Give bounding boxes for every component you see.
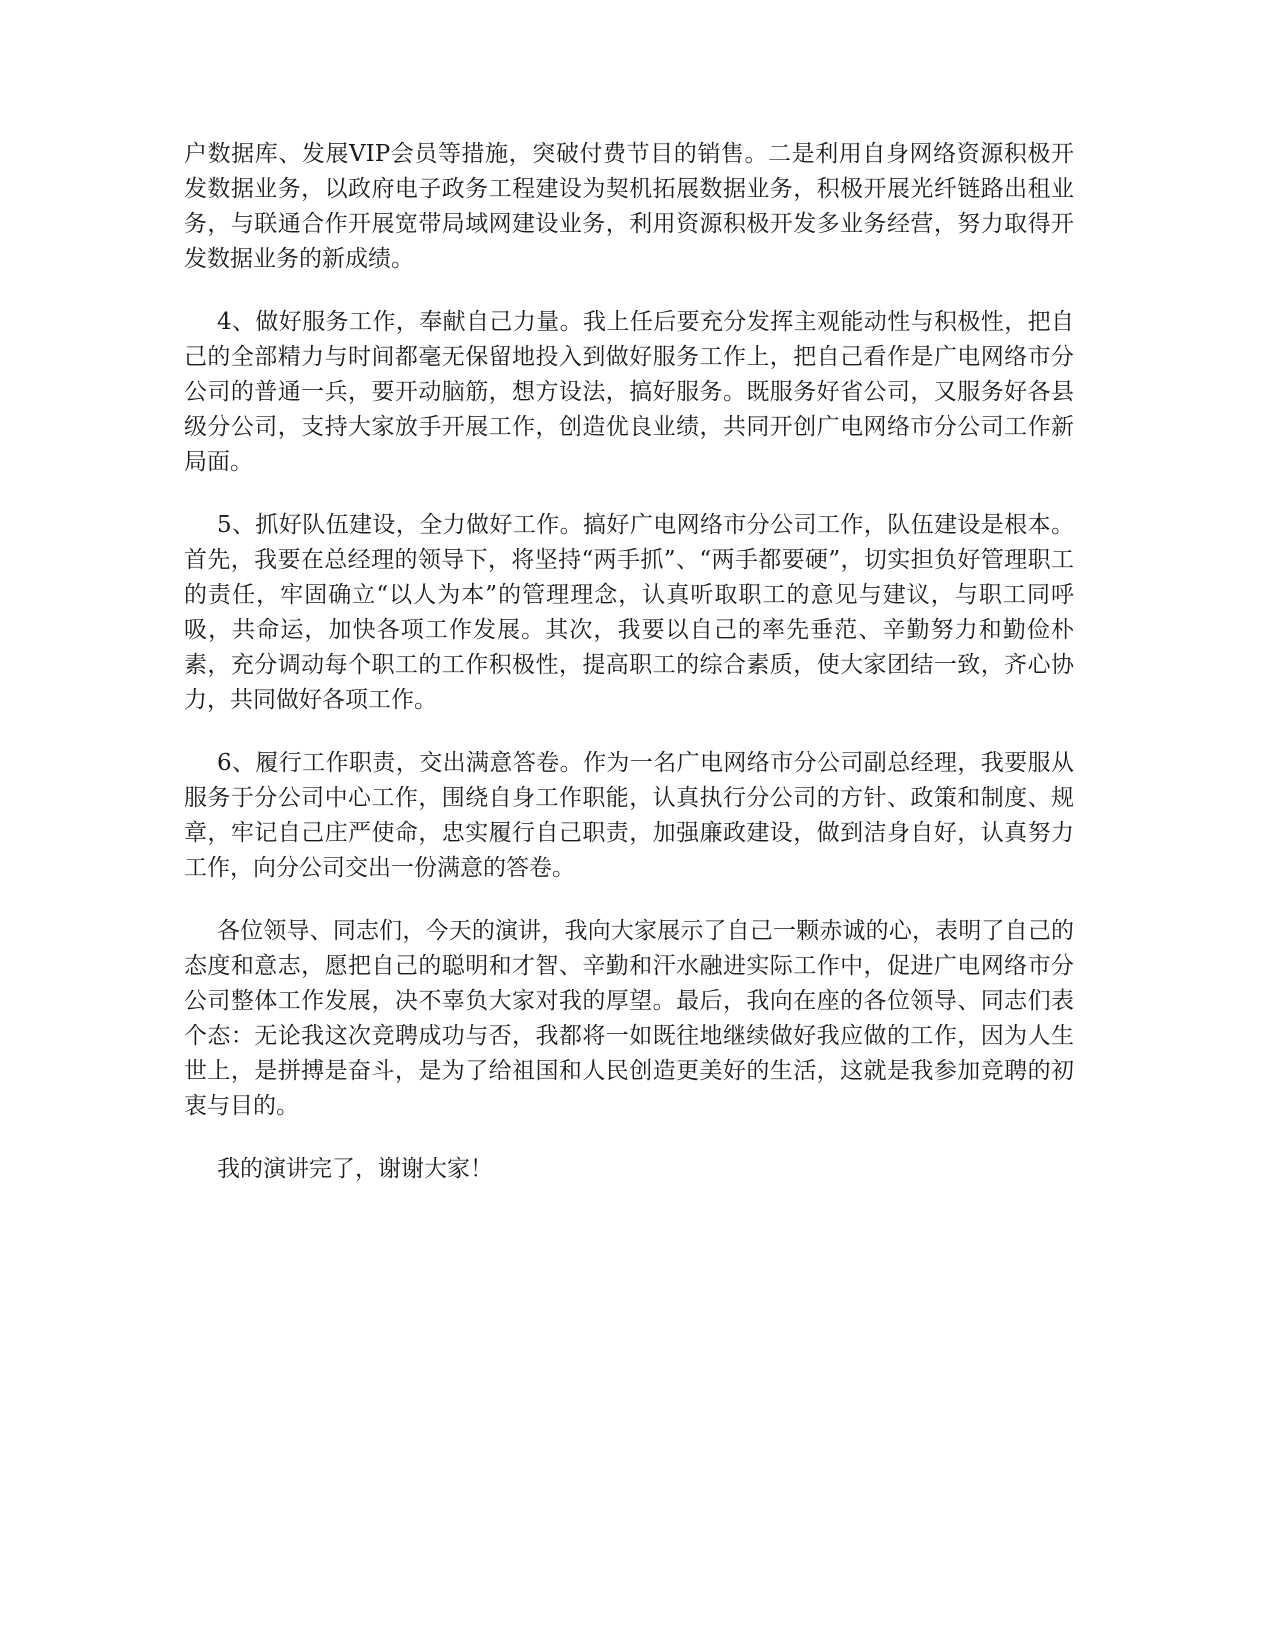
paragraph-closing: 各位领导、同志们，今天的演讲，我向大家展示了自己一颗赤诚的心，表明了自己的态度和意志，愿把自己的聪明和才智、辛勤和汗水融进实际工作中，促进广电网络市分公司整体工作发展，决不辜负大家对我的厚望。最后，我向在座的各位领导、同志们表个态：无论我这次竞聘成功与否，我都将一如既往地继续做好我应做的工作，因为人生世上，是拼搏是奋斗，是为了给祖国和人民创造更美好的生活，这就是我参加竞聘的初衷与目的。	[184, 918, 1074, 1119]
paragraph-item-4: 4、做好服务工作，奉献自己力量。我上任后要充分发挥主观能动性与积极性，把自己的全部精力与时间都毫无保留地投入到做好服务工作上，把自己看作是广电网络市分公司的普通一兵，要开动脑筋，想方设法，搞好服务。既服务好省公司，又服务好各县级分公司，支持大家放手开展工作，创造优良业绩，共同开创广电网络市分公司工作新局面。	[184, 309, 1074, 475]
paragraph-item-5: 5、抓好队伍建设，全力做好工作。搞好广电网络市分公司工作，队伍建设是根本。首先，我要在总经理的领导下，将坚持“两手抓”、“两手都要硬”，切实担负好管理职工的责任，牢固确立“以人为本”的管理理念，认真听取职工的意见与建议，与职工同呼吸，共命运，加快各项工作发展。其次，我要以自己的率先垂范、辛勤努力和勤俭朴素，充分调动每个职工的工作积极性，提高职工的综合素质，使大家团结一致，齐心协力，共同做好各项工作。	[184, 512, 1074, 713]
paragraph-continuation: 户数据库、发展VIP会员等措施，突破付费节目的销售。二是利用自身网络资源积极开发数据业务，以政府电子政务工程建设为契机拓展数据业务，积极开展光纤链路出租业务，与联通合作开展宽带局域网建设业务，利用资源积极开发多业务经营，努力取得开发数据业务的新成绩。	[184, 141, 1074, 272]
paragraph-item-6: 6、履行工作职责，交出满意答卷。作为一名广电网络市分公司副总经理，我要服从服务于分公司中心工作，围绕自身工作职能，认真执行分公司的方针、政策和制度、规章，牢记自己庄严使命，忠实履行自己职责，加强廉政建设，做到洁身自好，认真努力工作，向分公司交出一份满意的答卷。	[184, 750, 1074, 881]
paragraph-thanks: 我的演讲完了，谢谢大家！	[217, 1156, 493, 1182]
document-body	[184, 137, 1074, 1215]
